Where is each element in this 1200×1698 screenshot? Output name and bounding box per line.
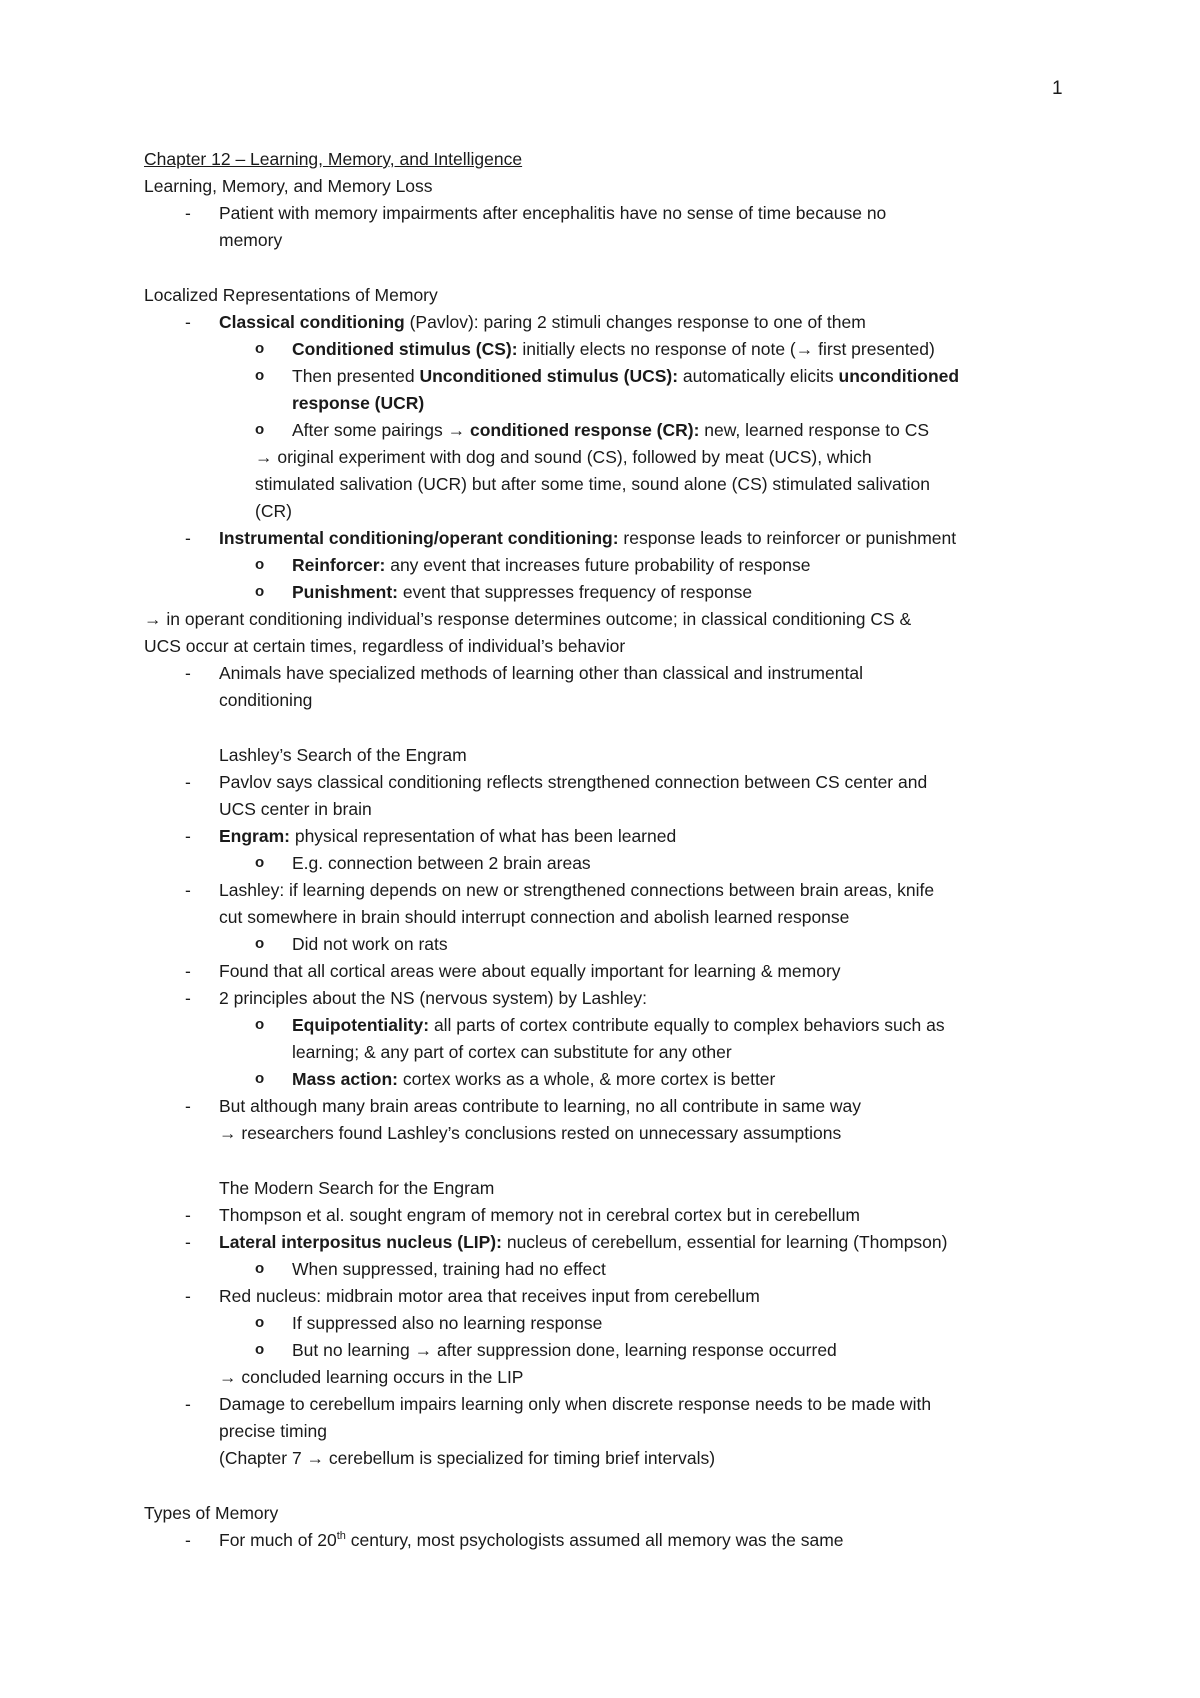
list-item-continued: → researchers found Lashley’s conclusions rested on unnecessary assumptions xyxy=(219,1123,842,1143)
dash-bullet: - xyxy=(185,826,191,846)
arrow-icon: → xyxy=(795,339,814,359)
dash-bullet: - xyxy=(185,1286,191,1306)
list-item: Patient with memory impairments after encephalitis have no sense of time because no xyxy=(219,203,887,223)
dash-bullet: - xyxy=(185,1232,191,1252)
dash-bullet: - xyxy=(185,1394,191,1414)
sub-list-item-continued: response (UCR) xyxy=(292,393,425,413)
dash-bullet: - xyxy=(185,772,191,792)
list-item: Engram: physical representation of what has been learned xyxy=(219,826,677,846)
list-item: Damage to cerebellum impairs learning only when discrete response needs to be made with xyxy=(219,1394,932,1414)
list-item: 2 principles about the NS (nervous system) by Lashley: xyxy=(219,988,647,1008)
list-item-continued: cut somewhere in brain should interrupt connection and abolish learned response xyxy=(219,907,850,927)
list-item: Red nucleus: midbrain motor area that receives input from cerebellum xyxy=(219,1286,760,1306)
list-item: Instrumental conditioning/operant conditioning: response leads to reinforcer or punishment xyxy=(219,528,957,548)
arrow-icon: → xyxy=(219,1123,237,1143)
sub-bullet: o xyxy=(255,1016,265,1033)
sub-list-item: Mass action: cortex works as a whole, & more cortex is better xyxy=(292,1069,776,1089)
sub-list-item: Conditioned stimulus (CS): initially elects no response of note (→ first presented) xyxy=(292,339,935,359)
list-item-continued: UCS center in brain xyxy=(219,799,372,819)
arrow-icon: → xyxy=(219,1367,237,1387)
section-heading-types: Types of Memory xyxy=(144,1503,279,1523)
sub-bullet: o xyxy=(255,935,265,952)
dash-bullet: - xyxy=(185,1530,191,1550)
section-heading-learning-memory: Learning, Memory, and Memory Loss xyxy=(144,176,433,196)
dash-bullet: - xyxy=(185,312,191,332)
page-number: 1 xyxy=(1052,78,1063,99)
sub-bullet: o xyxy=(255,556,265,573)
note-line: stimulated salivation (UCR) but after some time, sound alone (CS) stimulated salivation xyxy=(255,474,931,494)
list-item-continued: memory xyxy=(219,230,283,250)
sub-bullet: o xyxy=(255,1314,265,1331)
chapter-title: Chapter 12 – Learning, Memory, and Intelligence xyxy=(144,149,523,169)
dash-bullet: - xyxy=(185,988,191,1008)
sub-list-item: But no learning → after suppression done, learning response occurred xyxy=(292,1340,837,1360)
section-heading-modern: The Modern Search for the Engram xyxy=(219,1178,495,1198)
list-item: Pavlov says classical conditioning reflects strengthened connection between CS center and xyxy=(219,772,928,792)
sub-bullet: o xyxy=(255,854,265,871)
list-item: Animals have specialized methods of learning other than classical and instrumental xyxy=(219,663,863,683)
sub-list-item: Reinforcer: any event that increases future probability of response xyxy=(292,555,811,575)
section-heading-lashley: Lashley’s Search of the Engram xyxy=(219,745,467,765)
sub-bullet: o xyxy=(255,1341,265,1358)
sub-list-item: After some pairings → conditioned response (CR): new, learned response to CS xyxy=(292,420,930,440)
arrow-icon: → xyxy=(144,609,162,629)
sub-bullet: o xyxy=(255,367,265,384)
dash-bullet: - xyxy=(185,1205,191,1225)
sub-list-item-continued: learning; & any part of cortex can substitute for any other xyxy=(292,1042,732,1062)
note-line: → concluded learning occurs in the LIP xyxy=(219,1367,524,1387)
sub-bullet: o xyxy=(255,1260,265,1277)
list-item: Found that all cortical areas were about equally important for learning & memory xyxy=(219,961,841,981)
arrow-icon: → xyxy=(414,1340,433,1360)
dash-bullet: - xyxy=(185,528,191,548)
dash-bullet: - xyxy=(185,203,191,223)
sub-bullet: o xyxy=(255,1070,265,1087)
dash-bullet: - xyxy=(185,880,191,900)
sub-list-item: Punishment: event that suppresses frequency of response xyxy=(292,582,753,602)
sub-list-item: If suppressed also no learning response xyxy=(292,1313,603,1333)
list-item-continued: conditioning xyxy=(219,690,313,710)
list-item: Lateral interpositus nucleus (LIP): nucleus of cerebellum, essential for learning (Thompson) xyxy=(219,1232,948,1252)
note-line: UCS occur at certain times, regardless of individual’s behavior xyxy=(144,636,626,656)
list-item: Lashley: if learning depends on new or strengthened connections between brain areas, knife xyxy=(219,880,935,900)
note-line: → original experiment with dog and sound (CS), followed by meat (UCS), which xyxy=(255,447,872,467)
note-line: → in operant conditioning individual’s response determines outcome; in classical conditioning CS & xyxy=(144,609,912,629)
dash-bullet: - xyxy=(185,961,191,981)
list-item: But although many brain areas contribute to learning, no all contribute in same way xyxy=(219,1096,862,1116)
sub-list-item: E.g. connection between 2 brain areas xyxy=(292,853,591,873)
sub-bullet: o xyxy=(255,421,265,438)
sub-bullet: o xyxy=(255,583,265,600)
note-line: (CR) xyxy=(255,501,292,521)
arrow-icon: → xyxy=(306,1448,325,1468)
list-item-continued: (Chapter 7 → cerebellum is specialized for timing brief intervals) xyxy=(219,1448,716,1468)
sub-bullet: o xyxy=(255,340,265,357)
section-heading-localized: Localized Representations of Memory xyxy=(144,285,438,305)
arrow-icon: → xyxy=(255,447,273,467)
list-item-continued: precise timing xyxy=(219,1421,327,1441)
dash-bullet: - xyxy=(185,663,191,683)
sub-list-item: Did not work on rats xyxy=(292,934,448,954)
dash-bullet: - xyxy=(185,1096,191,1116)
list-item: For much of 20th century, most psychologists assumed all memory was the same xyxy=(219,1530,844,1550)
list-item: Thompson et al. sought engram of memory not in cerebral cortex but in cerebellum xyxy=(219,1205,861,1225)
sub-list-item: Then presented Unconditioned stimulus (UCS): automatically elicits unconditioned xyxy=(292,366,960,386)
arrow-icon: → xyxy=(447,420,466,440)
list-item: Classical conditioning (Pavlov): paring 2 stimuli changes response to one of them xyxy=(219,312,866,332)
sub-list-item: Equipotentiality: all parts of cortex contribute equally to complex behaviors such as xyxy=(292,1015,945,1035)
sub-list-item: When suppressed, training had no effect xyxy=(292,1259,606,1279)
